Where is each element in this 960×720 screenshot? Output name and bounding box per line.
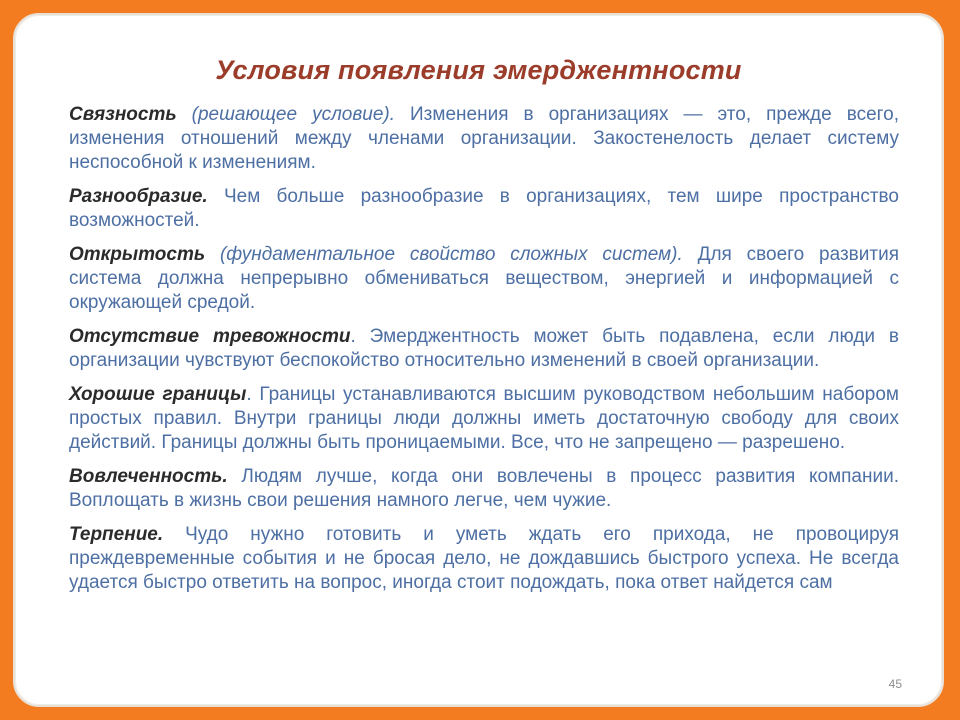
- slide-content: [69, 103, 899, 605]
- term-note: (фундаментальное свойство сложных систем).: [205, 244, 683, 265]
- term-label: Терпение.: [69, 524, 164, 545]
- paragraph-text: Чем больше разнообразие в организациях, тем шире пространство возможностей.: [69, 186, 899, 231]
- term-note: (решающее условие).: [176, 104, 396, 125]
- paragraph-no-anxiety: [69, 325, 899, 373]
- paragraph-cohesion: [69, 103, 899, 175]
- paragraph-text: Для своего развития система должна непрерывно обмениваться веществом, энергией и информацией с окружающей средой.: [69, 244, 899, 313]
- paragraph-text: Чудо нужно готовить и уметь ждать его прихода, не провоцируя преждевременные события и не бросая дело, не дождавшись быстрого успеха. Не всегда удается быстро ответить на вопрос, иногда стоит подождать, пока ответ найдется сам: [69, 524, 899, 593]
- paragraph-diversity: [69, 185, 899, 233]
- slide-title: Условия появления эмерджентности: [215, 55, 742, 85]
- paragraph-openness: [69, 243, 899, 315]
- term-label: Разнообразие.: [69, 186, 208, 207]
- paragraph-text: Людям лучше, когда они вовлечены в процесс развития компании. Воплощать в жизнь свои решения намного легче, чем чужие.: [69, 466, 899, 511]
- term-label: Вовлеченность.: [69, 466, 228, 487]
- page-number: 45: [888, 677, 902, 691]
- term-label: Связность: [69, 104, 177, 125]
- paragraph-text: Изменения в организациях — это, прежде всего, изменения отношений между членами организации. Закостенелость делает систему неспособной к изменениям.: [69, 104, 900, 173]
- term-label: Хорошие границы: [69, 384, 247, 405]
- paragraph-good-boundaries: [69, 383, 899, 455]
- term-label: Отсутствие тревожности: [69, 326, 351, 347]
- slide-panel: [13, 13, 944, 707]
- term-label: Открытость: [69, 244, 206, 265]
- paragraph-patience: [69, 523, 899, 595]
- paragraph-engagement: [69, 465, 899, 513]
- paragraph-text: . Границы устанавливаются высшим руководством небольшим набором простых правил. Внутри границы люди должны иметь достаточную свободу для своих действий. Границы должны быть проницаемыми. Все, что не запрещено — разрешено.: [69, 384, 899, 453]
- paragraph-text: . Эмерджентность может быть подавлена, если люди в организации чувствуют беспокойство относительно изменений в своей организации.: [69, 326, 900, 371]
